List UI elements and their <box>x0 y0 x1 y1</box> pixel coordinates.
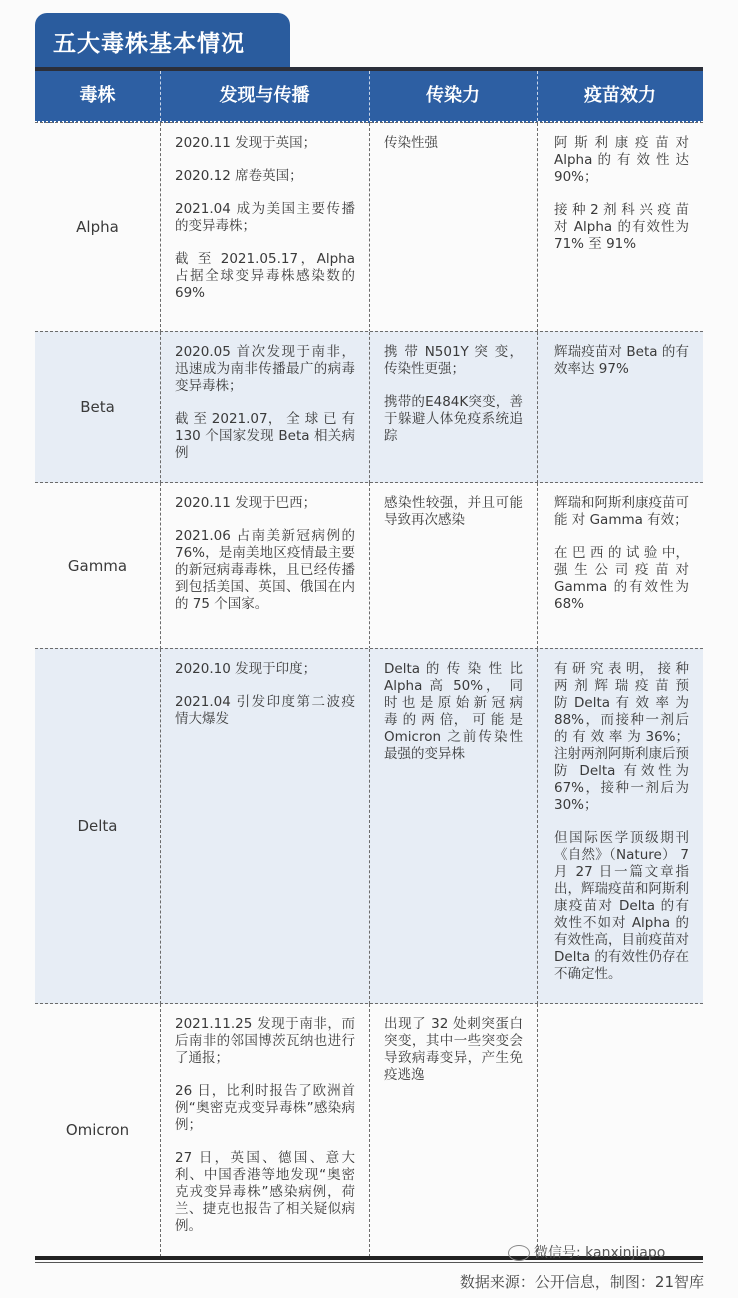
paragraph: 27 日，英国、德国、意大利、中国香港等地发现“奥密克戎变异毒株”感染病例，荷兰、捷克也报告了相关疑似病例。 <box>175 1150 355 1234</box>
paragraph: 在 巴 西 的 试 验 中，强 生 公 司 疫 苗 对 Gamma 的有效性为 68% <box>554 545 689 612</box>
strain-name: Delta <box>77 817 118 835</box>
paragraph: 2020.12 席卷英国； <box>175 168 303 184</box>
paragraph: 2020.05 首次发现于南非，迅速成为南非传播最广的病毒变异毒株； <box>175 344 355 394</box>
paragraph: 2021.04 引发印度第二波疫情大爆发 <box>175 694 355 727</box>
table-row <box>35 122 703 332</box>
vaccine-cell <box>537 1004 703 1257</box>
paragraph: 但国际医学顶级期刊《自然》（Nature） 7 月 27 日一篇文章指出，辉瑞疫苗和阿斯利康疫苗对 Delta 的有效性不如对 Alpha 的有效性高，目前疫苗对 Delta 的有效性仍存在不确定性。 <box>554 830 689 982</box>
paragraph: 辉瑞和阿斯利康疫苗可 能 对 Gamma 有效； <box>554 495 689 528</box>
strain-name: Beta <box>80 398 115 416</box>
vaccine-cell <box>537 483 703 649</box>
paragraph: 2021.04 成为美国主要传播的变异毒株； <box>175 201 355 234</box>
strain-name: Omicron <box>65 1121 130 1139</box>
discovery-cell <box>160 649 369 1004</box>
table-header <box>35 71 703 123</box>
transmissibility-cell <box>369 332 537 483</box>
paragraph: 2020.11 发现于巴西； <box>175 495 317 511</box>
vaccine-cell <box>537 332 703 483</box>
paragraph: 传染性强 <box>384 135 438 151</box>
discovery-cell <box>160 483 369 649</box>
discovery-cell <box>160 332 369 483</box>
transmissibility-cell <box>369 123 537 332</box>
table-row <box>35 482 703 649</box>
table-row <box>35 331 703 483</box>
column-header-transmissibility: 传染力 <box>426 85 480 106</box>
paragraph: 阿 斯 利 康 疫 苗 对 Alpha 的 有 效 性 达 90%； <box>554 135 689 185</box>
table-row <box>35 1003 703 1257</box>
column-header-vaccine: 疫苗效力 <box>584 85 656 106</box>
paragraph: 2021.11.25 发现于南非，而后南非的邻国博茨瓦纳也进行了通报； <box>175 1016 355 1066</box>
paragraph: 2020.11 发现于英国； <box>175 135 317 151</box>
page-title: 五大毒株基本情况 <box>53 31 245 57</box>
paragraph: 2020.10 发现于印度； <box>175 661 317 677</box>
source-note: 数据来源：公开信息，制图：21智库 <box>459 1273 704 1291</box>
discovery-cell <box>160 1004 369 1257</box>
wechat-icon <box>508 1245 530 1261</box>
discovery-cell <box>160 123 369 332</box>
watermark <box>508 1242 665 1262</box>
paragraph: 截 至 2021.05.17，Alpha 占据全球变异毒株感染数的 69% <box>175 251 355 301</box>
transmissibility-cell <box>369 649 537 1004</box>
paragraph: 2021.06 占南美新冠病例的 76%，是南美地区疫情最主要的新冠病毒毒株，且已经传播到包括美国、英国、俄国在内的 75 个国家。 <box>175 528 355 612</box>
paragraph: Delta 的 传 染 性 比 Alpha 高 50%， 同 时 也 是 原 始 新 冠 病 毒 的 两 倍， 可 能 是 Omicron 之前传染性最强的变异株 <box>384 661 523 762</box>
column-header-discovery: 发现与传播 <box>219 85 310 106</box>
transmissibility-cell <box>369 1004 537 1257</box>
title-tab <box>35 13 290 69</box>
paragraph: 辉瑞疫苗对 Beta 的有效率达 97% <box>554 344 689 377</box>
paragraph: 携 带 N501Y 突 变，传染性更强； <box>384 344 523 377</box>
column-header-strain: 毒株 <box>79 85 116 106</box>
paragraph: 感染性较强，并且可能导致再次感染 <box>384 495 523 528</box>
transmissibility-cell <box>369 483 537 649</box>
paragraph: 出现了 32 处刺突蛋白突变，其中一些突变会导致病毒变异，产生免疫逃逸 <box>384 1016 523 1083</box>
table-row <box>35 648 703 1004</box>
paragraph: 有 研 究 表 明， 接 种 两 剂 辉 瑞 疫 苗 预 防 Delta 有 效 率 为 88%，而接种一剂后 的 有 效 率 为 36%；注射两剂阿斯利康后预防 Delta 有效性为 67%，接种一剂后为 30%； <box>554 661 689 813</box>
strain-name: Alpha <box>76 218 119 236</box>
paragraph: 26 日，比利时报告了欧洲首例“奥密克戎变异毒株”感染病例； <box>175 1083 355 1133</box>
paragraph: 截 至 2021.07， 全 球 已 有 130 个国家发现 Beta 相关病例 <box>175 411 355 461</box>
paragraph: 接 种 2 剂 科 兴 疫 苗 对 Alpha 的有效性为 71% 至 91% <box>554 202 689 252</box>
strain-name: Gamma <box>67 556 128 575</box>
paragraph: 携带的E484K突变，善于躲避人体免疫系统追踪 <box>384 394 523 444</box>
vaccine-cell <box>537 649 703 1004</box>
watermark-text: 微信号: kanxinjiapo <box>534 1245 666 1261</box>
divider <box>35 1262 703 1263</box>
vaccine-cell <box>537 123 703 332</box>
